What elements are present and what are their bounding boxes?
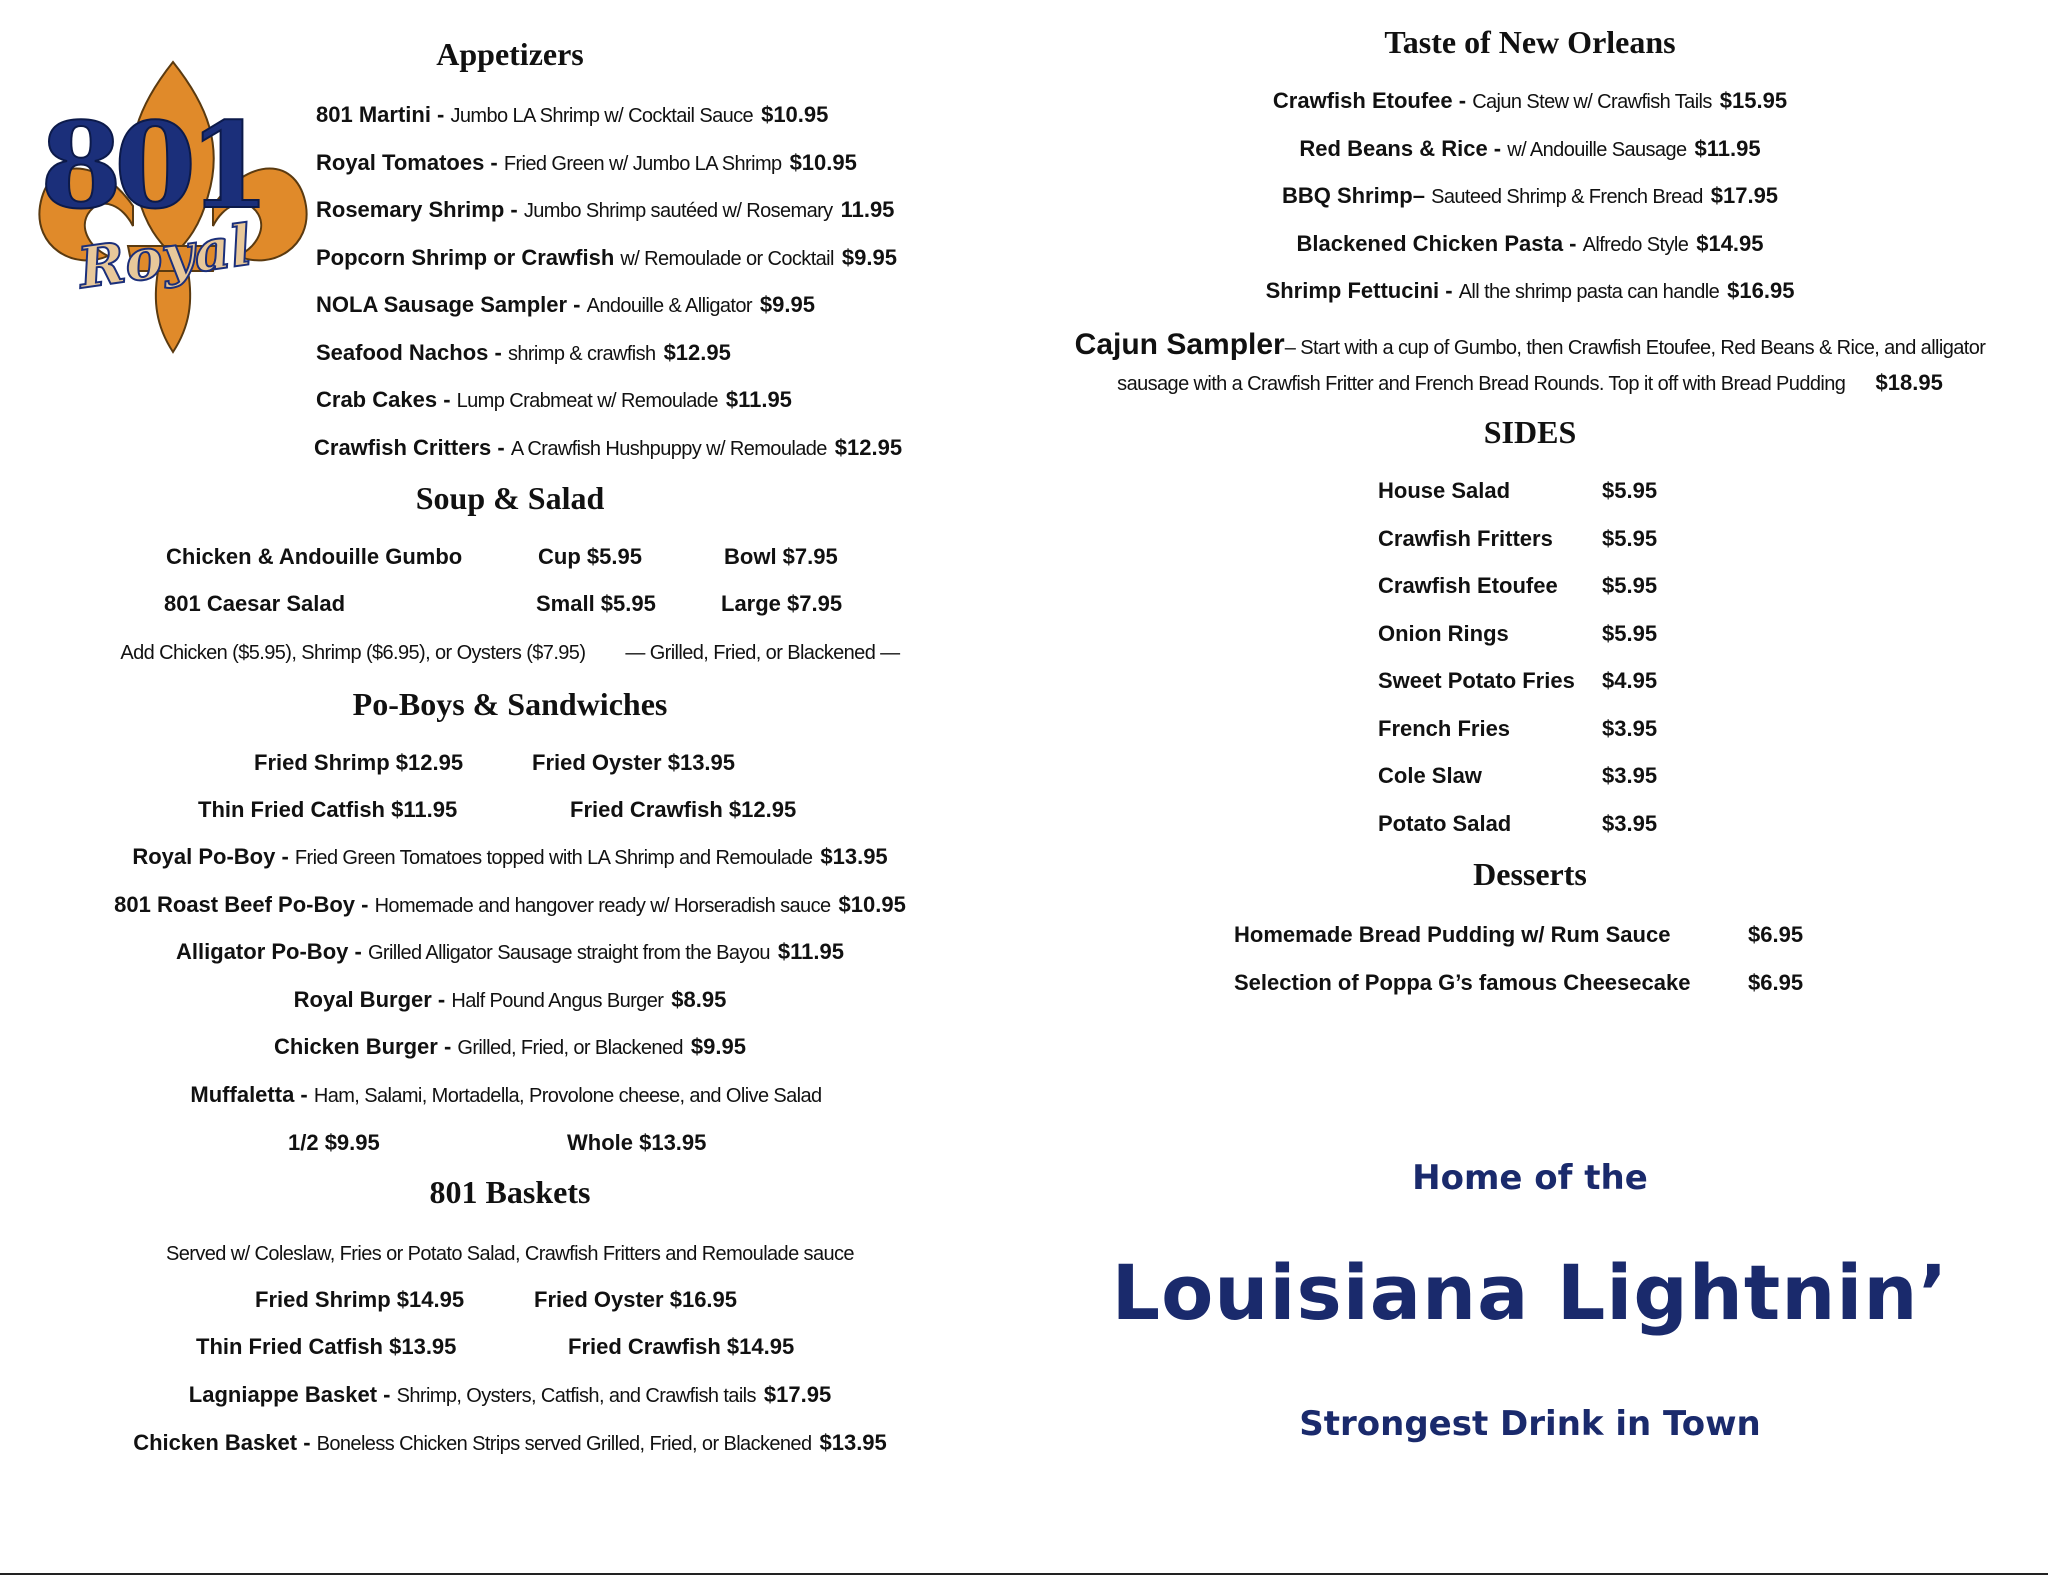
cajun-sampler-name: Cajun Sampler	[1074, 328, 1285, 361]
poboy-item	[70, 890, 950, 921]
menu-item-desc: Jumbo Shrimp sautéed w/ Rosemary	[523, 200, 833, 222]
cajun-sampler-line2	[1040, 368, 2020, 399]
basket-thin-catfish: Thin Fried Catfish $13.95	[196, 1334, 457, 1359]
promo-louisiana-lightnin: Louisiana Lightnin’	[1111, 1248, 1949, 1337]
menu-item-sep: -	[1452, 88, 1473, 113]
dessert-item-price: $6.95	[1748, 969, 1804, 995]
menu-item-desc: w/ Remoulade or Cocktail	[620, 247, 834, 270]
menu-item-name: Seafood Nachos	[316, 339, 489, 365]
addons-text: Add Chicken ($5.95), Shrimp ($6.95), or Oysters ($7.95)	[120, 642, 586, 664]
menu-item-name: Muffaletta	[190, 1081, 295, 1107]
salad-small: Small $5.95	[536, 591, 656, 616]
cajun-sampler-sep: –	[1284, 337, 1301, 359]
side-item-name: Onion Rings	[1378, 620, 1509, 646]
salad-large: Large $7.95	[721, 591, 843, 616]
cajun-sampler-desc1: Start with a cup of Gumbo, then Crawfish Etoufee, Red Beans & Rice, and alligator	[1300, 337, 1986, 359]
menu-item-price: $11.95	[1694, 135, 1761, 161]
addons-style: — Grilled, Fried, or Blackened —	[625, 642, 900, 664]
soup-bowl: Bowl $7.95	[724, 544, 838, 569]
menu-item-sep: -	[355, 891, 375, 917]
poboy-item	[70, 1032, 950, 1063]
side-item-name: Crawfish Fritters	[1378, 525, 1553, 551]
menu-item-price: $12.95	[834, 434, 903, 460]
menu-item-desc: Grilled, Fried, or Blackened	[457, 1037, 683, 1059]
side-item-price: $3.95	[1602, 715, 1658, 741]
menu-item-sep: -	[437, 1034, 458, 1059]
menu-item-name: Blackened Chicken Pasta	[1296, 230, 1564, 256]
menu-item-sep: -	[1439, 278, 1459, 303]
menu-item-desc: Lump Crabmeat w/ Remoulade	[456, 390, 718, 412]
side-item-name: Cole Slaw	[1378, 763, 1482, 788]
logo-801-royal	[28, 56, 318, 356]
side-item-name: Potato Salad	[1378, 810, 1512, 836]
menu-item-name: Royal Po-Boy	[132, 844, 276, 869]
salad-addons	[70, 638, 950, 668]
side-item-price: $3.95	[1602, 810, 1658, 836]
menu-item-desc: A Crawfish Hushpuppy w/ Remoulade	[510, 437, 827, 460]
menu-item-sep: -	[488, 339, 508, 365]
menu-item-desc: Ham, Salami, Mortadella, Provolone cheese, and Olive Salad	[313, 1084, 822, 1107]
menu-item-desc: Jumbo LA Shrimp w/ Cocktail Sauce	[450, 105, 754, 127]
logo-number: 801	[40, 96, 263, 235]
side-item-price: $4.95	[1602, 668, 1658, 693]
menu-item-desc: w/ Andouille Sausage	[1507, 138, 1687, 161]
menu-item-price: $13.95	[819, 1429, 887, 1455]
dessert-item-name: Selection of Poppa G’s famous Cheesecake	[1234, 969, 1691, 995]
salad-name: 801 Caesar Salad	[164, 591, 346, 616]
menu-item-price: 11.95	[840, 197, 895, 222]
taste-item	[1040, 86, 2020, 117]
menu-item-sep: -	[294, 1081, 314, 1107]
menu-item-desc: Sauteed Shrimp & French Bread	[1431, 186, 1703, 208]
soup-name: Chicken & Andouille Gumbo	[166, 544, 463, 569]
menu-item-price: $11.95	[725, 387, 792, 412]
poboy-thin-catfish: Thin Fried Catfish $11.95	[198, 797, 458, 822]
muffaletta-half: 1/2 $9.95	[288, 1130, 380, 1155]
menu-item-desc: Fried Green w/ Jumbo LA Shrimp	[503, 152, 782, 175]
menu-item-name: Crawfish Critters	[314, 434, 492, 460]
menu-item-desc: Half Pound Angus Burger	[451, 989, 664, 1012]
menu-item-sep: -	[484, 149, 504, 175]
menu-item-price: $10.95	[761, 102, 829, 127]
menu-item-sep: -	[431, 986, 452, 1012]
taste-item	[1040, 229, 2020, 260]
side-item-price: $5.95	[1602, 525, 1658, 551]
menu-item-sep: -	[348, 939, 368, 964]
menu-item-price: $10.95	[789, 149, 857, 175]
basket-fried-oyster: Fried Oyster $16.95	[534, 1287, 738, 1312]
menu-item-desc: Andouille & Alligator	[586, 295, 752, 317]
menu-item-name: Popcorn Shrimp or Crawfish	[316, 244, 615, 270]
side-item-name: French Fries	[1378, 715, 1511, 741]
poboy-fried-oyster: Fried Oyster $13.95	[532, 750, 736, 775]
appetizer-item	[316, 290, 950, 321]
appetizer-item	[316, 385, 950, 416]
menu-item-sep: –	[1412, 183, 1432, 208]
appetizer-item	[316, 195, 950, 226]
menu-item-name: Crab Cakes	[316, 387, 438, 412]
promo-home-of-the: Home of the	[1412, 1158, 1648, 1198]
menu-item-price: $9.95	[759, 292, 815, 317]
menu-item-price: $17.95	[1710, 183, 1779, 208]
menu-item-desc: Homemade and hangover ready w/ Horseradish sauce	[374, 894, 831, 917]
menu-item-price: $10.95	[838, 891, 906, 917]
menu-item-desc: Cajun Stew w/ Crawfish Tails	[1472, 91, 1712, 113]
page-bottom-edge	[0, 1573, 2048, 1575]
appetizer-item	[316, 338, 950, 369]
menu-item-sep: -	[504, 197, 524, 222]
menu-item-desc: Grilled Alligator Sausage straight from the Bayou	[367, 942, 770, 964]
side-item-name: House Salad	[1378, 478, 1511, 503]
sides-heading: SIDES	[1483, 414, 1577, 450]
menu-item-desc: Fried Green Tomatoes topped with LA Shrimp and Remoulade	[294, 847, 813, 869]
menu-item-sep: -	[430, 102, 451, 127]
menu-item-name: Chicken Basket	[133, 1429, 298, 1455]
menu-item-desc: Alfredo Style	[1582, 233, 1689, 256]
dessert-item-name: Homemade Bread Pudding w/ Rum Sauce	[1234, 922, 1671, 947]
side-item-name: Crawfish Etoufee	[1378, 573, 1558, 598]
menu-item-price: $17.95	[763, 1382, 832, 1407]
appetizer-item	[316, 148, 950, 179]
menu-item-sep: -	[437, 387, 457, 412]
cajun-sampler-desc2: sausage with a Crawfish Fritter and French Bread Rounds. Top it off with Bread Pudding	[1117, 373, 1846, 395]
basket-fried-shrimp: Fried Shrimp $14.95	[255, 1287, 465, 1312]
appetizer-item	[314, 433, 950, 464]
menu-item-sep: -	[1487, 135, 1508, 161]
menu-item-name: Red Beans & Rice	[1299, 135, 1488, 161]
appetizer-item	[316, 243, 950, 274]
soup-salad-heading: Soup & Salad	[415, 480, 605, 516]
menu-item-name: 801 Roast Beef Po-Boy	[114, 891, 356, 917]
taste-heading: Taste of New Orleans	[1384, 24, 1676, 60]
menu-item-sep: -	[567, 292, 587, 317]
menu-item-desc: Boneless Chicken Strips served Grilled, Fried, or Blackened	[316, 1432, 812, 1455]
poboy-item	[70, 937, 950, 968]
menu-item-price: $11.95	[777, 939, 844, 964]
menu-item-price: $13.95	[820, 844, 888, 869]
baskets-note-text: Served w/ Coleslaw, Fries or Potato Salad, Crawfish Fritters and Remoulade sauce	[166, 1243, 854, 1265]
menu-item-sep: -	[1563, 230, 1583, 256]
menu-item-sep: -	[297, 1429, 317, 1455]
taste-item	[1040, 181, 2020, 212]
baskets-note	[70, 1238, 950, 1269]
menu-item-name: Alligator Po-Boy	[176, 939, 349, 964]
menu-item-name: Crawfish Etoufee	[1272, 88, 1453, 113]
cajun-sampler-line1	[1040, 330, 2020, 363]
basket-item	[70, 1380, 950, 1411]
poboys-heading: Po-Boys & Sandwiches	[352, 686, 668, 722]
taste-item	[1040, 276, 2020, 307]
taste-item	[1040, 134, 2020, 165]
menu-item-price: $15.95	[1719, 88, 1788, 113]
menu-item-price: $9.95	[841, 244, 897, 270]
menu-item-name: Royal Tomatoes	[316, 149, 485, 175]
menu-item-sep: -	[275, 844, 295, 869]
menu-item-name: 801 Martini	[316, 102, 431, 127]
baskets-heading: 801 Baskets	[429, 1174, 591, 1210]
promo-strongest-drink: Strongest Drink in Town	[1299, 1404, 1761, 1444]
desserts-heading: Desserts	[1473, 856, 1587, 892]
poboy-item	[70, 985, 950, 1016]
menu-item-name: Royal Burger	[293, 986, 432, 1012]
basket-item	[70, 1428, 950, 1459]
poboy-item	[70, 1080, 950, 1111]
menu-item-name: Shrimp Fettucini	[1265, 278, 1440, 303]
menu-item-desc: shrimp & crawfish	[507, 342, 656, 365]
menu-item-sep: -	[491, 434, 511, 460]
cajun-sampler-price: $18.95	[1875, 370, 1943, 395]
poboy-fried-crawfish: Fried Crawfish $12.95	[570, 797, 797, 822]
menu-item-price: $9.95	[690, 1034, 746, 1059]
logo-script: Royal	[74, 212, 256, 302]
side-item-name: Sweet Potato Fries	[1378, 668, 1575, 693]
poboy-item	[70, 842, 950, 873]
menu-item-desc: All the shrimp pasta can handle	[1458, 281, 1720, 303]
menu-item-name: Rosemary Shrimp	[316, 197, 505, 222]
dessert-item-price: $6.95	[1748, 922, 1804, 947]
menu-item-price: $12.95	[663, 339, 731, 365]
menu-item-name: BBQ Shrimp	[1281, 183, 1413, 208]
basket-fried-crawfish: Fried Crawfish $14.95	[568, 1334, 795, 1359]
menu-item-name: Lagniappe Basket	[188, 1382, 378, 1407]
menu-item-name: NOLA Sausage Sampler	[316, 292, 568, 317]
appetizers-heading: Appetizers	[436, 36, 584, 72]
poboy-fried-shrimp: Fried Shrimp $12.95	[254, 750, 464, 775]
menu-item-name: Chicken Burger	[274, 1034, 438, 1059]
side-item-price: $5.95	[1602, 620, 1658, 646]
side-item-price: $5.95	[1602, 478, 1658, 503]
soup-cup: Cup $5.95	[538, 544, 642, 569]
menu-item-price: $8.95	[671, 986, 727, 1012]
side-item-price: $5.95	[1602, 573, 1658, 598]
menu-item-sep: -	[377, 1382, 397, 1407]
menu-item-desc: Shrimp, Oysters, Catfish, and Crawfish tails	[396, 1385, 756, 1407]
side-item-price: $3.95	[1602, 763, 1658, 788]
muffaletta-whole: Whole $13.95	[567, 1130, 707, 1155]
menu-item-price: $16.95	[1727, 278, 1795, 303]
appetizer-item	[316, 100, 950, 131]
menu-item-price: $14.95	[1696, 230, 1764, 256]
